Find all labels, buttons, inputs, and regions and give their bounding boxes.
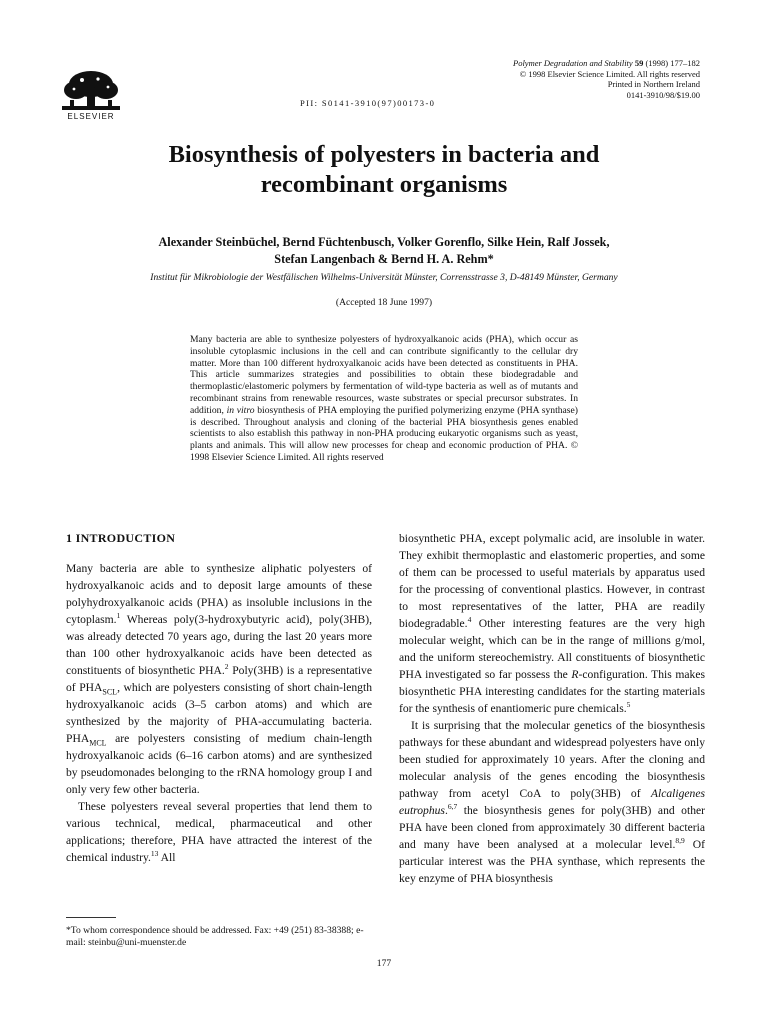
- journal-citation: [513, 58, 700, 69]
- text-run: , which are polyesters consisting of short chain-length hydroxyalkanoic acids (3–5 carbon atoms) and which are synthesized by the majority of PHA-accumulating bacteria. PHA: [66, 681, 372, 745]
- citation-ref: 13: [150, 849, 159, 859]
- subscript: SCL: [102, 687, 118, 697]
- title-line-2: recombinant organisms: [260, 171, 508, 198]
- section-heading-introduction: 1 INTRODUCTION: [66, 531, 176, 545]
- text-run: -configuration. This makes biosynthetic PHA interesting candidates for the starting materials for the synthesis of enantiomeric pure chemicals.: [399, 668, 705, 715]
- subscript: MCL: [89, 738, 107, 748]
- intro-paragraph-1: [66, 560, 372, 798]
- elsevier-tree-icon: [62, 70, 120, 110]
- intro-paragraph-2: [66, 798, 372, 866]
- journal-issue: (1998) 177–182: [645, 58, 700, 68]
- publisher-logo: [62, 70, 120, 121]
- journal-issn: 0141-3910/98/$19.00: [626, 89, 700, 100]
- species-name: Alcaligenes eutrophus: [399, 787, 705, 817]
- left-column: [66, 530, 372, 866]
- text-run: biosynthetic PHA, except polymalic acid, are insoluble in water. They exhibit thermoplastic and elastomeric properties, and some of them can be processed to useful materials by apparatus used for the processing of conventional plastics. However, in contrast to most representatives of the latter, PHA are readily biodegradable.: [399, 532, 705, 630]
- accepted-date: (Accepted 18 June 1997): [335, 297, 433, 308]
- abstract: [190, 334, 578, 464]
- affiliation: Institut für Mikrobiologie der Westfälischen Wilhelms-Universität Münster, Corrensstrasse 3, D-48149 Münster, Germany: [150, 272, 618, 283]
- footnote-rule: [66, 917, 116, 918]
- citation-ref: 6,7: [447, 802, 458, 812]
- publisher-name: ELSEVIER: [67, 112, 115, 121]
- text-run: These polyesters reveal several properties that lend them to various technical, medical, pharmaceutical and other applications; therefore, PHA have attracted the interest of the chemical industry.: [66, 800, 372, 864]
- right-column: [399, 530, 705, 887]
- citation-ref: 8,9: [675, 836, 685, 846]
- citation-ref: 1: [116, 611, 121, 621]
- page-number: 177: [376, 958, 392, 969]
- journal-volume: 59: [634, 58, 644, 68]
- abstract-text-1: Many bacteria are able to synthesize polyesters of hydroxyalkanoic acids (PHA), which occur as insoluble cytoplasmic inclusions in the cell and can contribute significantly to the cellular dry matter. More than 100 different hydroxyalkanoic acids have been detected as constituents in PHA. This article summarizes strategies and possibilities to obtain these biodegradable and thermoplastic/elastomeric polymers by fermentation of wild-type bacteria as well as of mutants and recombinant strains from renewable resources, waste substrates or special precursor substrates. In addition,: [190, 334, 578, 416]
- abstract-text-2: biosynthesis of PHA employing the purified polymerizing enzyme (PHA synthase) is described. Throughout analysis and cloning of the bacterial PHA biosynthesis genes enabled scientists to also establish this pathway in non-PHA producing eukaryotic organisms such as yeast, plants and animals. This will allow new processes for cheap and economic production of PHA. © 1998 Elsevier Science Limited. All rights reserved: [190, 404, 578, 463]
- text-run: Poly(3HB) is a representative of PHA: [66, 664, 372, 694]
- journal-name: Polymer Degradation and Stability: [513, 58, 633, 68]
- abstract-italic: in vitro: [226, 404, 255, 416]
- text-run: Of particular interest was the PHA synthase, which represents the key enzyme of PHA biosynthesis: [399, 838, 705, 885]
- correspondence-footnote: [66, 925, 372, 949]
- text-run: Many bacteria are able to synthesize aliphatic polyesters of hydroxyalkanoic acids and to deposit large amounts of these polyhydroxyalkanoic acids (PHA) as insoluble inclusions in the cytoplasm.: [66, 562, 372, 626]
- author-list: [60, 234, 708, 268]
- citation-ref: 2: [224, 662, 229, 672]
- text-run: Other interesting features are the very high molecular weight, which can be in the range of millions g/mol, and the uniform stereochemistry. All constituents of biosynthetic PHA investigated so far possess the: [399, 617, 705, 681]
- text-run: Whereas poly(3-hydroxybutyric acid), poly(3HB), was already detected 70 years ago, during the last 20 years more than 100 other hydroxyalkanoic acids have been detected as constituents of biosynthetic PHA.: [66, 613, 372, 677]
- text-run: the biosynthesis genes for poly(3HB) and other PHA have been cloned from approximately 30 different bacteria and many have been analysed at a molecular level.: [399, 804, 705, 851]
- text-run: All: [158, 851, 176, 864]
- pii-code: PII: S0141-3910(97)00173-0: [300, 98, 436, 108]
- journal-info: [513, 58, 700, 100]
- authors-line-2: Stefan Langenbach & Bernd H. A. Rehm*: [274, 252, 494, 266]
- authors-line-1: Alexander Steinbüchel, Bernd Füchtenbusch, Volker Gorenflo, Silke Hein, Ralf Jossek,: [158, 235, 610, 249]
- right-paragraph-1: [399, 530, 705, 717]
- text-run: It is surprising that the molecular genetics of the biosynthesis pathways for these abundant and widespread polyesters have only been studied for approximately 10 years. After the cloning and molecular analysis of the genes encoding the biosynthesis pathway from acetyl CoA to poly(3HB) of: [399, 719, 705, 800]
- italic-run: R: [571, 668, 579, 681]
- right-paragraph-2: [399, 717, 705, 887]
- text-run: .: [444, 804, 448, 817]
- title-line-1: Biosynthesis of polyesters in bacteria and: [168, 141, 600, 168]
- footnote-text: *To whom correspondence should be addressed. Fax: +49 (251) 83-38388; e-mail: steinbu@uni-muenster.de: [66, 925, 364, 948]
- journal-copyright: © 1998 Elsevier Science Limited. All rights reserved: [519, 68, 700, 79]
- text-run: are polyesters consisting of medium chain-length hydroxyalkanoic acids (6–16 carbon atoms) and are synthesized by pseudomonades belonging to the rRNA homology group I and only very few other bacteria.: [66, 732, 372, 796]
- article-title: [60, 140, 708, 200]
- journal-printed: Printed in Northern Ireland: [607, 79, 700, 89]
- citation-ref: 4: [467, 615, 472, 625]
- citation-ref: 5: [626, 700, 631, 710]
